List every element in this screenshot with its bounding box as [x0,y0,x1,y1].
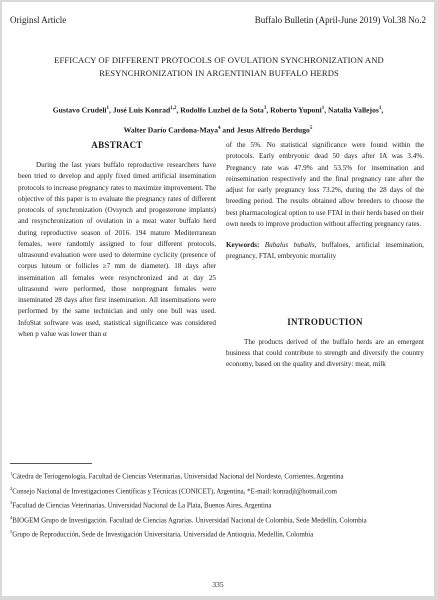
footnote-1 [10,468,426,483]
author-affiliation-mark: 1,2 [170,106,177,111]
footnote-mark: 1 [10,471,13,476]
article-page [2,2,434,596]
author-name: Rodolfo Luzbel de la Sota [180,105,264,115]
keywords-label: Keywords: [226,241,260,249]
footnote-4 [10,512,426,527]
abstract-text-part1: During the last years buffalo reproductive researchers have been tried to develop and apply fixed timed artificial insemination protocols to increase pregnancy rates to maximize improvement. The objective of this paper is to evaluate the pregnancy rates of different protocols of synchronization (Ovsynch and progesterone implants) and resynchronization of ovulation in a meat water buffalo herd during reproductive season of 2016. 194 mature Mediterranean females, were randomly assigned to four different protocols, ultrasound evaluation were used to determine cyclicity (presence of corpus luteum or follicles ≥7 mm de diameter). 18 days after insemination all females were resynchronized and at day 25 ultrasound were performed, those nonpregnant females were inseminated 28 days after first insemination. All inseminations were performed by the same technician and only one bull was used. InfoStat software was used, statistical significance was considered when p value was lower than α [18,161,216,338]
author-affiliation-mark: 4 [218,125,221,131]
author-affiliation-mark: 1 [321,106,325,111]
keywords [226,240,424,263]
footnote-text: BIOGEM Grupo de Investigación. Facultad de Ciencias Agrarias. Universidad Nacional de Colombia, Sede Medellín, Colombia [12,517,367,525]
introduction-heading: INTRODUCTION [287,316,363,327]
affiliation-footnotes [10,468,426,541]
running-head-article-type: Originsl Article [10,15,67,25]
keywords-list: , buffaloes, artificial insemination, pregnancy, FTAI, embryonic mortality [226,241,424,261]
footnote-5 [10,526,426,541]
left-column [18,140,216,340]
footnote-mark: 2 [10,485,13,491]
footnote-text: Cátedra de Teriogenología, Facultad de Ciencias Veterinarias, Universidad Nacional del Nordeste, Corrientes, Argentina [12,473,344,481]
article-title: EFFICACY OF DIFFERENT PROTOCOLS OF OVULATION SYNCHRONIZATION AND RESYNCHRONIZATION IN ARGENTINIAN BUFFALO HERDS [54,55,384,78]
author-name: Gustavo Crudeli [52,105,107,115]
footnote-3 [10,497,426,512]
author-separator: , [109,105,113,115]
footnote-text: Grupo de Reproducción, Sede de Investigación Universitaria, Universidad de Antioquia, Medellín, Colombia [12,531,314,539]
author-name: José Luis Konrad [112,105,171,115]
author-list [42,100,394,139]
running-head-journal: Buffalo Bulletin (April-June 2019) Vol.38 No.2 [254,15,426,25]
footnote-mark: 5 [10,529,13,535]
author-affiliation-mark: 3 [263,106,267,111]
footnote-text: Facultad de Ciencias Veterinarias, Universidad Nacional de La Plata, Buenos Aires, Argentina [12,502,272,510]
author-affiliation-mark: 1 [106,106,110,111]
footnote-mark: 3 [10,500,13,506]
author-affiliation-mark: 1 [378,106,382,111]
abstract-heading: ABSTRACT [91,140,143,150]
abstract-text-part2: of the 5%. No statistical significance were found within the protocols. Early embryonic dead 50 days after IA was 3.4%. Pregnancy rate was 47.9% and 53.5% for insemination and reinsemination respectively and the final pregnancy rate after the adjust for early pregnancy loss 73.2%, during the 28 days of the breeding period. The results obtained allow breeders to choose the best pharmacological option to use FTAI in their herds based on their own needs to improve production without affecting pregnancy rates. [226,141,424,228]
footnote-mark: 4 [10,514,13,520]
author-separator: , [266,105,271,115]
author-name: Roberto Yuponi [270,105,322,115]
author-separator: , [324,105,328,115]
footnote-text: Consejo Nacional de Investigaciones Científicas y Técnicas (CONICET), Argentina, *E-mail: konradjl@hotmail.com [12,487,337,495]
author-separator: and [220,125,237,135]
author-name: Walter Darío Cardona-Maya [123,125,219,135]
introduction-text: The products derived of the buffalo herds are an emergent business that could contribute to strength and diversify the country economy, based on the quality and diversity: meat, milk [226,337,424,368]
author-name: Jesus Alfredo Berdugo [236,125,310,135]
keywords-species: Bubalus bubalis [264,241,315,249]
author-name: Natalia Vallejos [327,105,379,115]
author-separator: , [381,105,384,115]
author-affiliation-mark: 5 [309,125,313,131]
right-column [226,140,424,370]
page-number: 335 [212,580,224,589]
author-separator: , [176,105,181,115]
footnote-divider [10,463,92,464]
footnote-2 [10,483,426,498]
